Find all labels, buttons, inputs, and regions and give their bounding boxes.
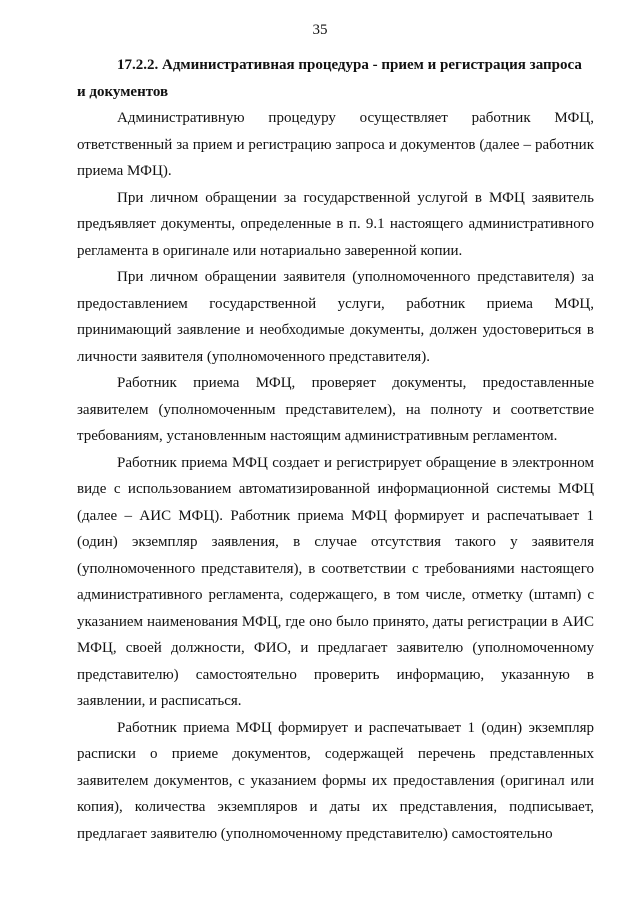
section-heading: 17.2.2. Административная процедура - прием и регистрация запроса и документов [77, 57, 582, 100]
paragraph-2: При личном обращении за государственной услугой в МФЦ заявитель предъявляет документы, определенные в п. 9.1 настоящего административного регламента в оригинале или нотариально заверенной копии. [77, 189, 594, 259]
paragraph-1: Административную процедуру осуществляет работник МФЦ, ответственный за прием и регистрацию запроса и документов (далее – работник приема МФЦ). [77, 110, 594, 179]
paragraph-4: Работник приема МФЦ, проверяет документы, предоставленные заявителем (уполномоченным представителем), на полноту и соответствие требованиям, установленным настоящим административным регламентом. [77, 375, 594, 444]
document-body [77, 52, 594, 847]
paragraph-5: Работник приема МФЦ создает и регистрирует обращение в электронном виде с использованием автоматизированной информационной системы МФЦ (далее – АИС МФЦ). Работник приема МФЦ формирует и распечатывает 1 (один) экземпляр заявления, в случае отсутствия такого у заявителя (уполномоченного представителя), в соответствии с требованиями настоящего административного регламента, содержащего, в том числе, отметку (штамп) с указанием наименования МФЦ, где оно было принято, даты регистрации в АИС МФЦ, своей должности, ФИО, и предлагает заявителю (уполномоченному представителю) самостоятельно проверить информацию, указанную в заявлении, и расписаться. [77, 454, 594, 709]
page-number: 35 [312, 22, 328, 38]
paragraph-3: При личном обращении заявителя (уполномоченного представителя) за предоставлением государственной услуги, работник приема МФЦ, принимающий заявление и необходимые документы, должен удостовериться в личности заявителя (уполномоченного представителя). [77, 269, 594, 365]
paragraph-6: Работник приема МФЦ формирует и распечатывает 1 (один) экземпляр расписки о приеме документов, содержащей перечень представленных заявителем документов, с указанием формы их предоставления (оригинал или копия), количества экземпляров и даты их представления, подписывает, предлагает заявителю (уполномоченному представителю) самостоятельно [77, 719, 594, 842]
